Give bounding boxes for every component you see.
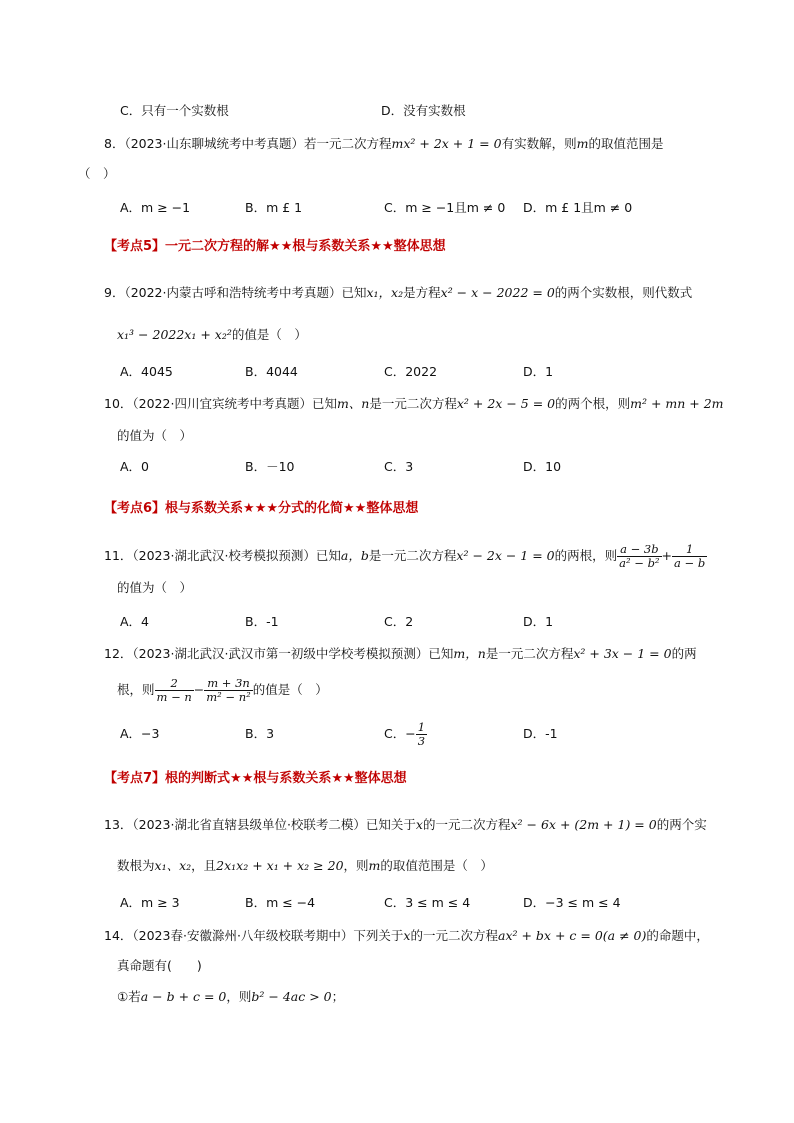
q14-line2: 真命题有( ) [117, 958, 202, 973]
q12-frac1-num: 2 [170, 676, 178, 690]
q13-line2-mid2: ，则 [343, 858, 369, 873]
q13-condition: 2x₁x₂ + x₁ + x₂ ≥ 20 [216, 858, 344, 873]
q13-option-d: D．−3 ≤ m ≤ 4 [523, 895, 621, 910]
question-12-line2 [117, 672, 328, 708]
q11-option-b: B．-1 [245, 614, 279, 629]
q12-minus: − [193, 682, 205, 697]
q8-option-b: B．m £ 1 [245, 200, 303, 215]
q12-option-c-fraction [416, 721, 427, 748]
q12-option-d: D．-1 [523, 726, 558, 741]
q8-option-d: D．m £ 1且m ≠ 0 [523, 200, 633, 215]
question-8-stem [104, 136, 663, 152]
q14-middle: 的一元二次方程 [410, 928, 498, 943]
q13-suffix: 的两个实 [656, 817, 707, 832]
q14-item1-prefix: ①若 [117, 989, 141, 1004]
q14-suffix: 的命题中， [646, 928, 709, 943]
q11-suffix: 的两根，则 [554, 548, 618, 563]
q13-var: x [415, 817, 423, 832]
question-14-stem [104, 928, 709, 944]
q12-equation: x² + 3x − 1 = 0 [573, 646, 672, 661]
q14-prefix: 14．（2023春·安徽滁州·八年级校联考期中）下列关于 [104, 928, 404, 943]
q8-middle: 有实数解，则 [501, 136, 577, 151]
q7-option-d: D．没有实数根 [381, 103, 466, 118]
q11-option-a: A．4 [120, 614, 150, 629]
q12-fraction-2 [204, 677, 252, 704]
q13-line2-mid: ，且 [191, 858, 217, 873]
q13-option-b: B．m ≤ −4 [245, 895, 316, 910]
q13-line2-prefix: 数根为 [117, 858, 155, 873]
q9-vars: x₁，x₂ [366, 285, 404, 300]
q9-middle: 是方程 [403, 285, 441, 300]
q10-prefix: 10．（2022·四川宜宾统考中考真题）已知 [104, 396, 337, 411]
q12-optc-num: 1 [417, 720, 426, 734]
q12-option-c [384, 716, 427, 752]
q12-optc-den: 3 [417, 734, 426, 748]
q11-plus: + [661, 548, 673, 563]
q13-option-c: C．3 ≤ m ≤ 4 [384, 895, 471, 910]
q12-option-c-label: C．− [384, 726, 416, 741]
q13-prefix: 13．（2023·湖北省直辖县级单位·校联考二模）已知关于 [104, 817, 416, 832]
q14-item1-result: b² − 4ac > 0 [251, 989, 332, 1004]
q8-option-a: A．m ≥ −1 [120, 200, 191, 215]
q9-expr: x₁³ − 2022x₁ + x₂² [117, 327, 232, 342]
question-10-stem [104, 396, 724, 412]
q11-middle: 是一元二次方程 [368, 548, 457, 563]
q12-option-b: B．3 [245, 726, 275, 741]
q13-middle: 的一元二次方程 [422, 817, 511, 832]
q10-option-c: C．3 [384, 459, 414, 474]
q13-var2: m [368, 858, 381, 873]
q12-frac2-num: m + 3n [207, 676, 250, 690]
q13-roots: x₁、x₂ [154, 858, 192, 873]
q12-line2-suffix: 的值是（ ） [252, 682, 328, 697]
q11-prefix: 11．（2023·湖北武汉·校考模拟预测）已知 [104, 548, 341, 563]
q10-middle: 是一元二次方程 [369, 396, 457, 411]
q11-frac2-num: 1 [685, 542, 694, 556]
question-11-stem [104, 538, 707, 574]
q13-equation: x² − 6x + (2m + 1) = 0 [510, 817, 657, 832]
q12-line2-prefix: 根，则 [117, 682, 155, 697]
q10-option-b: B．－10 [245, 459, 295, 474]
q11-fraction-1 [617, 543, 661, 570]
q14-item1-cond: a − b + c = 0 [140, 989, 227, 1004]
q11-frac1-num: a − 3b [620, 542, 659, 556]
q12-suffix: 的两 [671, 646, 697, 661]
q8-var: m [576, 136, 589, 151]
q9-tail: 的值是（ ） [231, 327, 307, 342]
q8-option-c: C．m ≥ −1且m ≠ 0 [384, 200, 506, 215]
q14-item-1 [117, 989, 344, 1005]
question-9-stem [104, 285, 692, 301]
q12-fraction-1 [155, 677, 194, 704]
q13-line2-suffix: 的取值范围是（ ） [380, 858, 493, 873]
q12-vars: m，n [453, 646, 486, 661]
q14-item1-mid: ，则 [226, 989, 252, 1004]
q11-frac2-den: a − b [674, 556, 706, 570]
q11-equation: x² − 2x − 1 = 0 [456, 548, 555, 563]
q12-prefix: 12．（2023·湖北武汉·武汉市第一初级中学校考模拟预测）已知 [104, 646, 454, 661]
q10-suffix: 的两个根，则 [555, 396, 631, 411]
q8-prefix: 8．（2023·山东聊城统考中考真题）若一元二次方程 [104, 136, 392, 151]
q9-prefix: 9．（2022·内蒙古呼和浩特统考中考真题）已知 [104, 285, 367, 300]
q8-equation: mx² + 2x + 1 = 0 [391, 136, 502, 151]
q12-frac1-den: m − n [156, 690, 192, 704]
q8-suffix: 的取值范围是 [588, 136, 664, 151]
q8-bracket: （ ） [78, 166, 116, 181]
q14-item1-end: ； [331, 989, 345, 1004]
q9-suffix: 的两个实数根，则代数式 [554, 285, 693, 300]
q9-option-d: D．1 [523, 364, 554, 379]
q12-option-a: A．−3 [120, 726, 160, 741]
q9-option-b: B．4044 [245, 364, 298, 379]
q11-frac1-den: a² − b² [619, 556, 660, 570]
q14-equation: ax² + bx + c = 0(a ≠ 0) [498, 928, 647, 943]
section-heading-kaodian-5: 【考点5】一元二次方程的解★★根与系数关系★★整体思想 [104, 239, 446, 254]
q11-vars: a，b [340, 548, 369, 563]
question-13-line2 [117, 858, 493, 874]
q11-option-c: C．2 [384, 614, 414, 629]
q9-option-c: C．2022 [384, 364, 438, 379]
q10-option-a: A．0 [120, 459, 150, 474]
question-12-stem [104, 646, 697, 662]
q12-middle: 是一元二次方程 [485, 646, 574, 661]
q11-line2: 的值为（ ） [117, 580, 193, 595]
q10-expr: m² + mn + 2m [630, 396, 724, 411]
section-heading-kaodian-7: 【考点7】根的判断式★★根与系数关系★★整体思想 [104, 771, 407, 786]
question-13-stem [104, 817, 707, 833]
question-9-line2 [117, 327, 307, 343]
q10-line2: 的值为（ ） [117, 428, 193, 443]
q9-option-a: A．4045 [120, 364, 173, 379]
q10-equation: x² + 2x − 5 = 0 [456, 396, 556, 411]
q14-var: x [403, 928, 411, 943]
q12-frac2-den: m² − n² [206, 690, 251, 704]
q9-equation: x² − x − 2022 = 0 [440, 285, 555, 300]
section-heading-kaodian-6: 【考点6】根与系数关系★★★分式的化简★★整体思想 [104, 501, 419, 516]
q11-fraction-2 [672, 543, 707, 570]
q13-option-a: A．m ≥ 3 [120, 895, 180, 910]
q7-option-c: C．只有一个实数根 [120, 103, 229, 118]
q11-option-d: D．1 [523, 614, 554, 629]
q10-vars: m、n [336, 396, 370, 411]
q10-option-d: D．10 [523, 459, 562, 474]
